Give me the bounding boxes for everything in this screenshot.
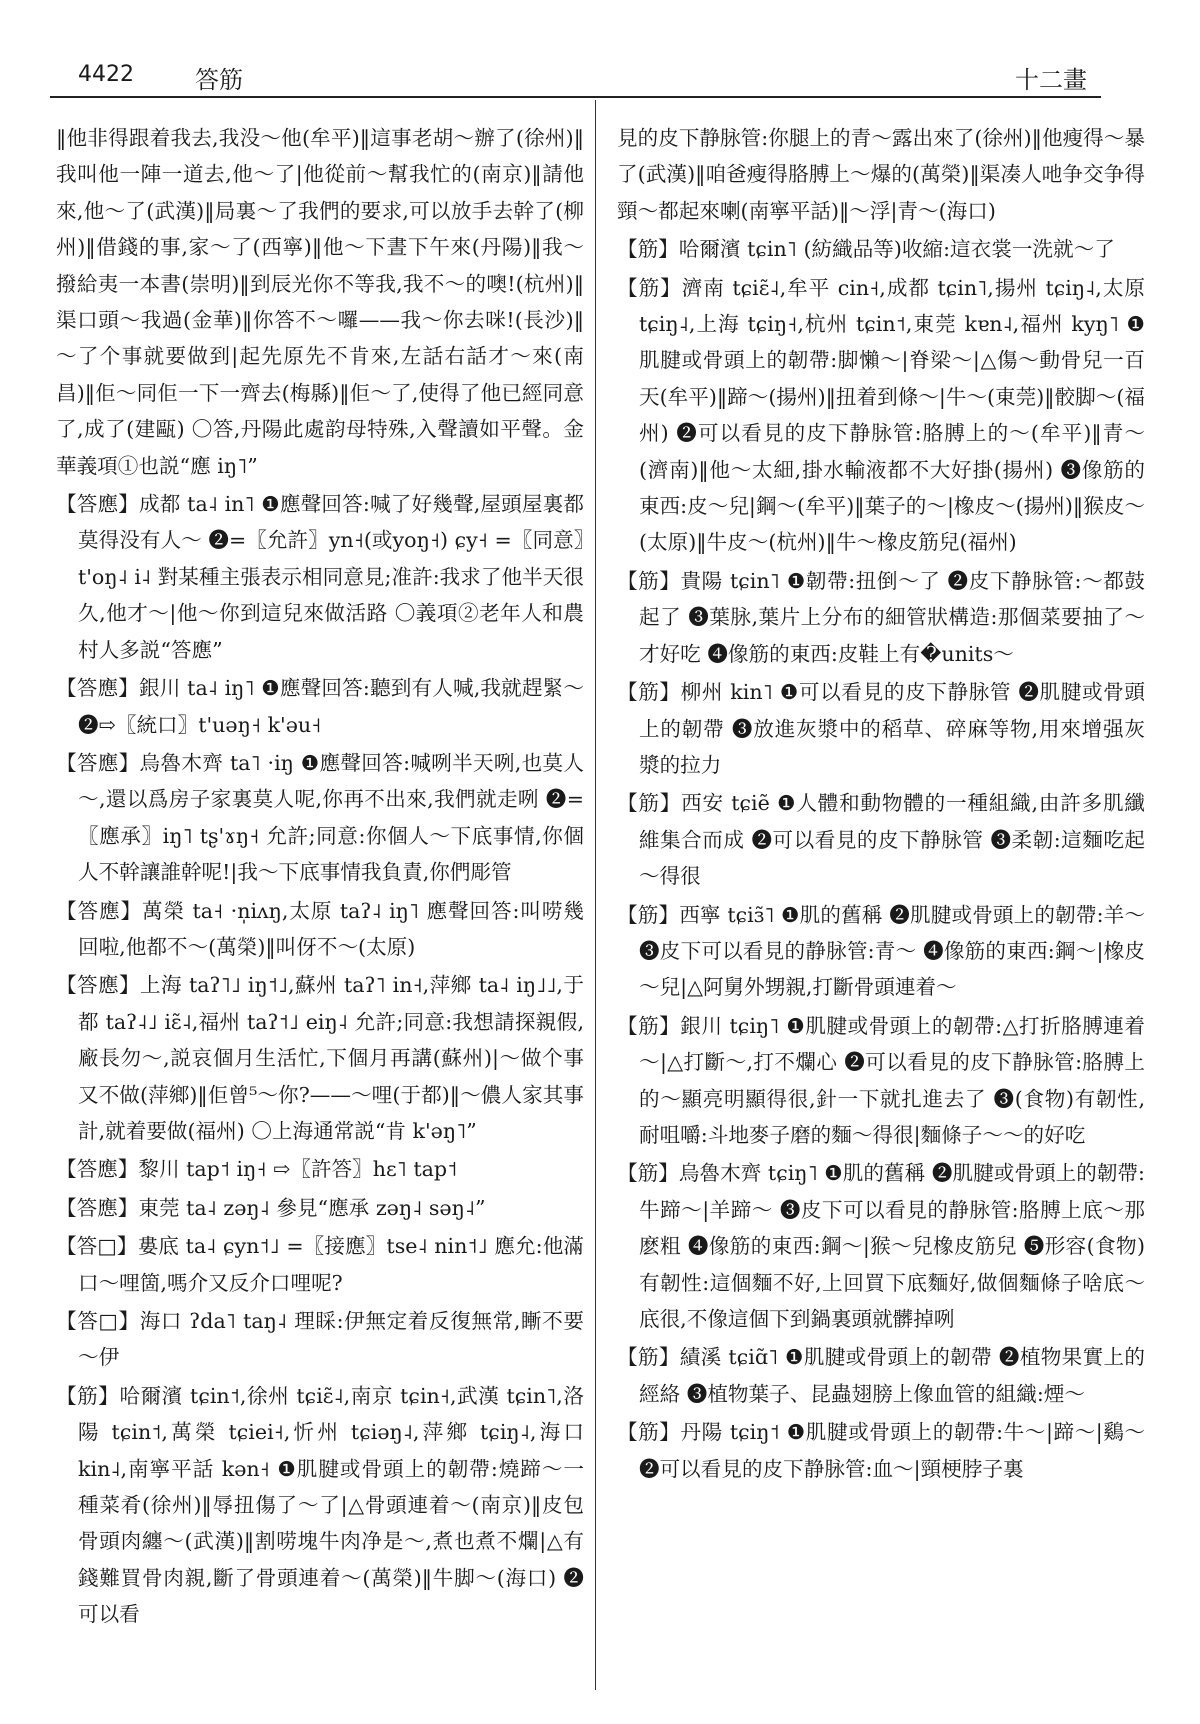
left-column xyxy=(56,120,584,1680)
dictionary-entry: 【答應】成都 ta˨ in˥ ❶應聲回答:喊了好幾聲,屋頭屋裏都莫得没有人～ ❷=〖允許〗yn˧(或yoŋ˧) ɕy˧ =〖同意〗t'oŋ˨ i˨ 對某種主張表示相同意見;准許:我求了他半天很久,他才～|他～你到這兒來做活路 〇義項②老年人和農村人多説“答應” xyxy=(56,492,584,662)
dictionary-entry: 【答應】萬榮 ta˧ ·n̩iʌŋ,太原 taʔ˨ iŋ˥ 應聲回答:叫唠幾回啦,他都不～(萬榮)‖叫伢不～(太原) xyxy=(56,898,584,959)
dictionary-entry: 【筋】哈爾濱 tɕin˥ (紡織品等)收縮:這衣裳一洗就～了 xyxy=(617,237,1115,262)
dictionary-entry: 【筋】丹陽 tɕiŋ˦ ❶肌腱或骨頭上的韌帶:牛～|蹄～|鷄～ ❷可以看見的皮下静脉管:血～|頸梗脖子裏 xyxy=(617,1420,1145,1481)
dictionary-entry: 【筋】柳州 kin˥ ❶可以看見的皮下静脉管 ❷肌腱或骨頭上的韌帶 ❸放進灰漿中的稻草、碎麻等物,用來增强灰漿的拉力 xyxy=(617,680,1145,777)
dictionary-entry: 【筋】績溪 tɕiɑ̃˥ ❶肌腱或骨頭上的韌帶 ❷植物果實上的經絡 ❸植物葉子、昆蟲翅膀上像血管的組織:煙～ xyxy=(617,1345,1145,1406)
dictionary-entry: 【筋】銀川 tɕiŋ˥ ❶肌腱或骨頭上的韌帶:△打折胳膊連着～|△打斷～,打不爛心 ❷可以看見的皮下静脉管:胳膊上的～顯亮明顯得很,針一下就扎進去了 ❸(食物)有韌性,耐咀嚼:斗地麥子磨的麵～得很|麵條子～～的好吃 xyxy=(617,1013,1145,1147)
dictionary-entry: 【筋】烏魯木齊 tɕiŋ˥ ❶肌的舊稱 ❷肌腱或骨頭上的韌帶:牛蹄～|羊蹄～ ❸皮下可以看見的静脉管:胳膊上底～那麽粗 ❹像筋的東西:鋼～|猴～兒橡皮筋兒 ❺形容(食物)有韌性:這個麵不好,上回買下底麵好,做個麵條子啥底～底很,不像這個下到鍋裏頭就髒掉咧 xyxy=(617,1161,1145,1331)
entry-continuation: 見的皮下静脉管:你腿上的青～露出來了(徐州)‖他瘦得～暴了(武漢)‖咱爸瘦得胳膊上～爆的(萬榮)‖渠凑人吔争交争得頸～都起來喇(南寧平話)‖～浮|青～(海口) xyxy=(617,126,1145,223)
page-number: 4422 xyxy=(78,62,134,87)
dictionary-entry: 【答應】上海 taʔ˥˩ iŋ˦˩,蘇州 taʔ˥ in˧,萍鄉 ta˨ iŋ˩˩,于都 taʔ˨˩ iɛ̃˨,福州 taʔ˦˩ eiŋ˨ 允許;同意:我想請探親假,廠長勿～,説哀個月生活忙,下個月再講(蘇州)|～做个事又不做(萍鄉)‖佢曾⁵～你?——～哩(于都)‖～儂人家其事計,就着要做(福州) 〇上海通常説“肯 k'əŋ˥” xyxy=(56,973,584,1143)
dictionary-entry: 【答□】婁底 ta˨ ɕyn˦˩ =〖接應〗tse˨ nin˦˩ 應允:他滿口～哩箇,嗎介又反介口哩呢? xyxy=(56,1234,584,1295)
dictionary-entry: 【答應】黎川 tap˦ iŋ˧ ⇨〖許答〗hɛ˥ tap˦ xyxy=(56,1157,458,1182)
dictionary-entry: 【筋】哈爾濱 tɕin˦,徐州 tɕiɛ̃˨,南京 tɕin˧,武漢 tɕin˥,洛陽 tɕin˦,萬榮 tɕiei˧,忻州 tɕiəŋ˨,萍鄉 tɕiŋ˨,海口 kin˨,南寧平話 kən˧ ❶肌腱或骨頭上的韌帶:燒蹄～一種菜肴(徐州)‖辱扭傷了～了|△骨頭連着～(南京)‖皮包骨頭肉纏～(武漢)‖割唠塊牛肉净是～,煮也煮不爛|△有錢難買骨肉親,斷了骨頭連着～(萬榮)‖牛脚～(海口) ❷可以看 xyxy=(56,1383,584,1627)
dictionary-entry: 【筋】西寧 tɕiɜ̃˥ ❶肌的舊稱 ❷肌腱或骨頭上的韌帶:羊～ ❸皮下可以看見的静脉管:青～ ❹像筋的東西:鋼～|橡皮～兒|△阿舅外甥親,打斷骨頭連着～ xyxy=(617,902,1145,1000)
dictionary-entry: 【筋】濟南 tɕiɛ̃˨,牟平 cin˧,成都 tɕin˥,揚州 tɕiŋ˨,太原 tɕiŋ˨,上海 tɕiŋ˧,杭州 tɕin˦,東莞 kɐn˨,福州 kyŋ˥ ❶肌腱或骨頭上的韌帶:脚懶～|脊梁～|△傷～動骨兒一百天(牟平)‖蹄～(揚州)‖扭着到條～|牛～(東莞)‖骹脚～(福州) ❷可以看見的皮下静脉管:胳膊上的～(牟平)‖青～(濟南)‖他～太細,掛水輸液都不大好掛(揚州) ❸像筋的東西:皮～兒|鋼～(牟平)‖葉子的～|橡皮～(揚州)‖猴皮～(太原)‖牛皮～(杭州)‖牛～橡皮筋兒(福州) xyxy=(617,275,1145,555)
dictionary-entry: 【筋】貴陽 tɕin˥ ❶韌帶:扭倒～了 ❷皮下静脉管:～都鼓起了 ❸葉脉,葉片上分布的細管狀構造:那個菜要抽了～才好吃 ❹像筋的東西:皮鞋上有�units～ xyxy=(617,568,1145,666)
dictionary-entry: 【答應】東莞 ta˨ zəŋ˨ 參見“應承 zəŋ˨ səŋ˨” xyxy=(56,1195,486,1220)
dictionary-entry: 【答應】銀川 ta˨ iŋ˥ ❶應聲回答:聽到有人喊,我就趕緊～ ❷⇨〖統口〗t'uəŋ˧ k'əu˧ xyxy=(56,676,584,737)
dictionary-entry: 【筋】西安 tɕiẽ ❶人體和動物體的一種組織,由許多肌纖維集合而成 ❷可以看見的皮下静脉管 ❸柔韌:這麵吃起～得很 xyxy=(617,791,1145,889)
running-title: 答筋 xyxy=(195,66,243,94)
stroke-count-label: 十二畫 xyxy=(1015,66,1087,94)
entry-continuation: ‖他非得跟着我去,我没～他(牟平)‖這事老胡～辦了(徐州)‖我叫他一陣一道去,他～了|他從前～幫我忙的(南京)‖請他來,他～了(武漢)‖局裏～了我們的要求,可以放手去幹了(柳州)‖借錢的事,家～了(西寧)‖他～下晝下午來(丹陽)‖我～撥給夷一本書(崇明)‖到辰光你不等我,我不～的噢!(杭州)‖渠口頭～我過(金華)‖你答不～囉——我～你去咪!(長沙)‖～了个事就要做到|起先原先不肯來,左話右話才～來(南昌)‖佢～同佢一下一齊去(梅縣)‖佢～了,使得了他已經同意了,成了(建甌) 〇答,丹陽此處韵母特殊,入聲讀如平聲。金華義項①也説“應 iŋ˥” xyxy=(56,126,584,478)
dictionary-entry: 【答應】烏魯木齊 ta˥ ·iŋ ❶應聲回答:喊咧半天咧,也莫人～,還以爲房子家裏莫人呢,你再不出來,我們就走咧 ❷=〖應承〗iŋ˥ tʂ'ɤŋ˧ 允許;同意:你個人～下底事情,你個人不幹讓誰幹呢!|我～下底事情我負責,你們彫管 xyxy=(56,750,584,885)
right-column xyxy=(617,120,1145,1680)
dictionary-entry: 【答□】海口 ʔda˥ taŋ˨ 理睬:伊無定着反復無常,䁪不要～伊 xyxy=(56,1309,584,1370)
page-header xyxy=(50,52,1101,98)
column-divider xyxy=(595,100,596,1690)
